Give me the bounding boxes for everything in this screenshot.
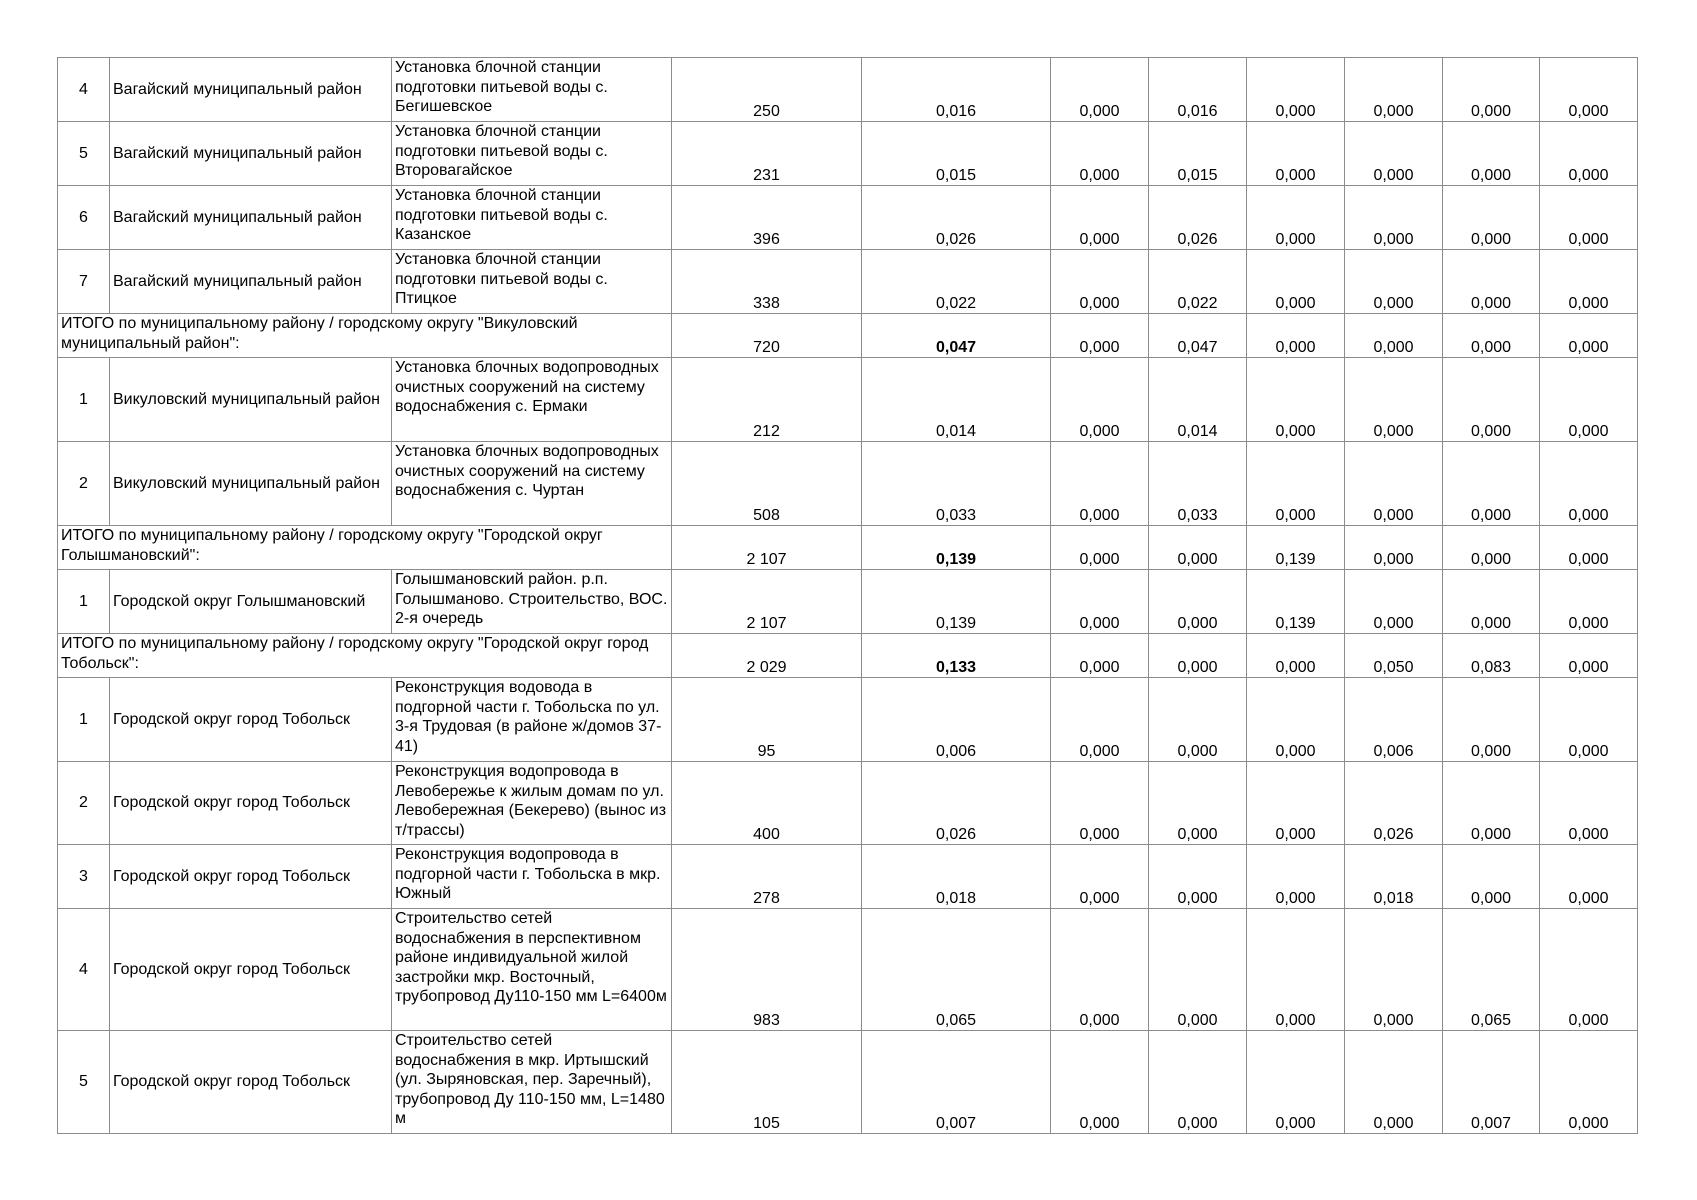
amount-value: 0,000: [1443, 250, 1540, 314]
amount-value: 0,000: [1443, 762, 1540, 845]
amount-value: 0,000: [1051, 909, 1149, 1031]
amount-value: 0,000: [1443, 58, 1540, 122]
amount-value: 0,000: [1051, 186, 1149, 250]
amount-value: 0,139: [862, 526, 1051, 570]
amount-value: 0,000: [1247, 58, 1345, 122]
amount-value: 0,047: [1149, 314, 1247, 358]
capacity-value: 2 107: [672, 570, 862, 634]
district-name: Вагайский муниципальный район: [110, 122, 392, 186]
table-body: [58, 58, 1638, 1134]
row-number: 1: [58, 678, 110, 762]
amount-value: 0,000: [1443, 442, 1540, 526]
amount-value: 0,033: [862, 442, 1051, 526]
capacity-value: 720: [672, 314, 862, 358]
total-label: ИТОГО по муниципальному району / городскому округу "Городской округ Голышмановский":: [58, 526, 672, 570]
amount-value: 0,000: [1540, 634, 1638, 678]
object-name: Реконструкция водовода в подгорной части г. Тобольска по ул. 3-я Трудовая (в районе ж/домов 37-41): [392, 678, 672, 762]
amount-value: 0,033: [1149, 442, 1247, 526]
object-name: Установка блочной станции подготовки питьевой воды с. Птицкое: [392, 250, 672, 314]
amount-value: 0,000: [1443, 845, 1540, 909]
amount-value: 0,000: [1443, 358, 1540, 442]
table-row: [58, 122, 1638, 186]
object-name: Установка блочной станции подготовки питьевой воды с. Бегишевское: [392, 58, 672, 122]
amount-value: 0,000: [1443, 122, 1540, 186]
amount-value: 0,139: [862, 570, 1051, 634]
table-row: [58, 58, 1638, 122]
district-name: Викуловский муниципальный район: [110, 442, 392, 526]
amount-value: 0,000: [1149, 678, 1247, 762]
amount-value: 0,000: [1051, 678, 1149, 762]
table-row: [58, 845, 1638, 909]
amount-value: 0,000: [1345, 570, 1443, 634]
amount-value: 0,000: [1540, 526, 1638, 570]
district-name: Вагайский муниципальный район: [110, 186, 392, 250]
district-name: Городской округ Голышмановский: [110, 570, 392, 634]
row-number: 5: [58, 1031, 110, 1134]
amount-value: 0,000: [1149, 845, 1247, 909]
capacity-value: 983: [672, 909, 862, 1031]
total-label: ИТОГО по муниципальному району / городскому округу "Городской округ город Тобольск":: [58, 634, 672, 678]
amount-value: 0,016: [862, 58, 1051, 122]
amount-value: 0,139: [1247, 570, 1345, 634]
capacity-value: 278: [672, 845, 862, 909]
amount-value: 0,047: [862, 314, 1051, 358]
object-name: Установка блочных водопроводных очистных сооружений на систему водоснабжения с. Ермаки: [392, 358, 672, 442]
district-name: Викуловский муниципальный район: [110, 358, 392, 442]
amount-value: 0,026: [862, 186, 1051, 250]
object-name: Голышмановский район. р.п. Голышманово. Строительство, ВОС. 2-я очередь: [392, 570, 672, 634]
amount-value: 0,000: [1149, 762, 1247, 845]
row-number: 3: [58, 845, 110, 909]
amount-value: 0,000: [1051, 762, 1149, 845]
amount-value: 0,000: [1345, 526, 1443, 570]
object-name: Строительство сетей водоснабжения в мкр. Иртышский (ул. Зыряновская, пер. Заречный), трубопровод Ду 110-150 мм, L=1480 м: [392, 1031, 672, 1134]
amount-value: 0,000: [1540, 909, 1638, 1031]
amount-value: 0,022: [862, 250, 1051, 314]
object-name: Установка блочной станции подготовки питьевой воды с. Второвагайское: [392, 122, 672, 186]
amount-value: 0,000: [1149, 1031, 1247, 1134]
capacity-value: 95: [672, 678, 862, 762]
row-number: 4: [58, 58, 110, 122]
table-row: [58, 1031, 1638, 1134]
amount-value: 0,000: [1540, 186, 1638, 250]
amount-value: 0,007: [862, 1031, 1051, 1134]
amount-value: 0,083: [1443, 634, 1540, 678]
capacity-value: 250: [672, 58, 862, 122]
amount-value: 0,026: [1345, 762, 1443, 845]
district-name: Вагайский муниципальный район: [110, 58, 392, 122]
row-number: 1: [58, 358, 110, 442]
table-row: [58, 250, 1638, 314]
amount-value: 0,000: [1345, 250, 1443, 314]
amount-value: 0,015: [862, 122, 1051, 186]
table-row: [58, 909, 1638, 1031]
object-name: Установка блочной станции подготовки питьевой воды с. Казанское: [392, 186, 672, 250]
table-row: [58, 358, 1638, 442]
amount-value: 0,000: [1247, 250, 1345, 314]
row-number: 2: [58, 442, 110, 526]
amount-value: 0,000: [1247, 678, 1345, 762]
amount-value: 0,000: [1345, 314, 1443, 358]
table-row: [58, 186, 1638, 250]
amount-value: 0,000: [1051, 122, 1149, 186]
amount-value: 0,014: [862, 358, 1051, 442]
investment-table: [57, 57, 1638, 1134]
amount-value: 0,000: [1149, 909, 1247, 1031]
amount-value: 0,000: [1247, 358, 1345, 442]
amount-value: 0,000: [1247, 314, 1345, 358]
amount-value: 0,000: [1051, 526, 1149, 570]
amount-value: 0,000: [1051, 358, 1149, 442]
capacity-value: 400: [672, 762, 862, 845]
amount-value: 0,000: [1345, 909, 1443, 1031]
row-number: 4: [58, 909, 110, 1031]
amount-value: 0,000: [1345, 442, 1443, 526]
amount-value: 0,133: [862, 634, 1051, 678]
amount-value: 0,018: [1345, 845, 1443, 909]
amount-value: 0,000: [1247, 1031, 1345, 1134]
amount-value: 0,022: [1149, 250, 1247, 314]
amount-value: 0,026: [1149, 186, 1247, 250]
amount-value: 0,000: [1247, 442, 1345, 526]
amount-value: 0,000: [1051, 250, 1149, 314]
row-number: 7: [58, 250, 110, 314]
amount-value: 0,000: [1540, 570, 1638, 634]
total-row: [58, 314, 1638, 358]
capacity-value: 212: [672, 358, 862, 442]
amount-value: 0,000: [1540, 845, 1638, 909]
amount-value: 0,000: [1345, 122, 1443, 186]
amount-value: 0,000: [1051, 845, 1149, 909]
amount-value: 0,000: [1540, 442, 1638, 526]
capacity-value: 338: [672, 250, 862, 314]
amount-value: 0,006: [862, 678, 1051, 762]
amount-value: 0,000: [1540, 678, 1638, 762]
amount-value: 0,000: [1247, 634, 1345, 678]
amount-value: 0,000: [1149, 570, 1247, 634]
amount-value: 0,050: [1345, 634, 1443, 678]
district-name: Городской округ город Тобольск: [110, 909, 392, 1031]
table-row: [58, 762, 1638, 845]
amount-value: 0,000: [1345, 186, 1443, 250]
capacity-value: 231: [672, 122, 862, 186]
amount-value: 0,000: [1540, 122, 1638, 186]
amount-value: 0,000: [1149, 634, 1247, 678]
amount-value: 0,000: [1443, 186, 1540, 250]
capacity-value: 2 107: [672, 526, 862, 570]
amount-value: 0,000: [1051, 314, 1149, 358]
district-name: Городской округ город Тобольск: [110, 762, 392, 845]
district-name: Городской округ город Тобольск: [110, 678, 392, 762]
amount-value: 0,000: [1051, 634, 1149, 678]
amount-value: 0,000: [1247, 186, 1345, 250]
amount-value: 0,016: [1149, 58, 1247, 122]
amount-value: 0,015: [1149, 122, 1247, 186]
amount-value: 0,000: [1051, 1031, 1149, 1134]
amount-value: 0,065: [862, 909, 1051, 1031]
amount-value: 0,026: [862, 762, 1051, 845]
row-number: 6: [58, 186, 110, 250]
amount-value: 0,065: [1443, 909, 1540, 1031]
object-name: Установка блочных водопроводных очистных сооружений на систему водоснабжения с. Чуртан: [392, 442, 672, 526]
amount-value: 0,000: [1540, 58, 1638, 122]
capacity-value: 396: [672, 186, 862, 250]
amount-value: 0,000: [1540, 250, 1638, 314]
table-row: [58, 678, 1638, 762]
total-row: [58, 526, 1638, 570]
row-number: 5: [58, 122, 110, 186]
amount-value: 0,000: [1443, 314, 1540, 358]
capacity-value: 105: [672, 1031, 862, 1134]
amount-value: 0,000: [1247, 909, 1345, 1031]
total-label: ИТОГО по муниципальному району / городскому округу "Викуловский муниципальный район":: [58, 314, 672, 358]
amount-value: 0,006: [1345, 678, 1443, 762]
amount-value: 0,000: [1051, 570, 1149, 634]
total-row: [58, 634, 1638, 678]
amount-value: 0,000: [1247, 122, 1345, 186]
amount-value: 0,014: [1149, 358, 1247, 442]
table-row: [58, 442, 1638, 526]
district-name: Городской округ город Тобольск: [110, 845, 392, 909]
capacity-value: 508: [672, 442, 862, 526]
amount-value: 0,000: [1051, 442, 1149, 526]
amount-value: 0,007: [1443, 1031, 1540, 1134]
amount-value: 0,000: [1443, 570, 1540, 634]
amount-value: 0,000: [1443, 526, 1540, 570]
amount-value: 0,139: [1247, 526, 1345, 570]
amount-value: 0,000: [1443, 678, 1540, 762]
amount-value: 0,000: [1540, 762, 1638, 845]
capacity-value: 2 029: [672, 634, 862, 678]
table-row: [58, 570, 1638, 634]
amount-value: 0,000: [1345, 1031, 1443, 1134]
amount-value: 0,018: [862, 845, 1051, 909]
amount-value: 0,000: [1051, 58, 1149, 122]
row-number: 1: [58, 570, 110, 634]
district-name: Вагайский муниципальный район: [110, 250, 392, 314]
amount-value: 0,000: [1345, 358, 1443, 442]
amount-value: 0,000: [1247, 845, 1345, 909]
amount-value: 0,000: [1540, 358, 1638, 442]
amount-value: 0,000: [1540, 1031, 1638, 1134]
amount-value: 0,000: [1247, 762, 1345, 845]
amount-value: 0,000: [1149, 526, 1247, 570]
object-name: Реконструкция водопровода в подгорной части г. Тобольска в мкр. Южный: [392, 845, 672, 909]
row-number: 2: [58, 762, 110, 845]
district-name: Городской округ город Тобольск: [110, 1031, 392, 1134]
object-name: Строительство сетей водоснабжения в перспективном районе индивидуальной жилой застройки мкр. Восточный, трубопровод Ду110-150 мм L=6400м: [392, 909, 672, 1031]
amount-value: 0,000: [1540, 314, 1638, 358]
amount-value: 0,000: [1345, 58, 1443, 122]
object-name: Реконструкция водопровода в Левобережье к жилым домам по ул. Левобережная (Бекерево) (вынос из т/трассы): [392, 762, 672, 845]
